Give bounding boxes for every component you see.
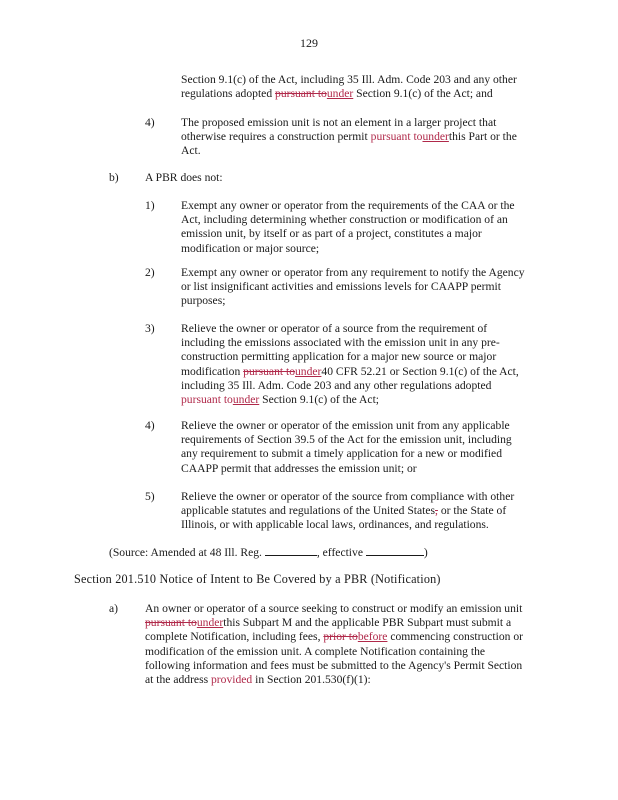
inserted-text: pursuant to (181, 393, 233, 407)
inserted-text: under (295, 364, 322, 378)
deleted-text: pursuant to (275, 87, 327, 101)
subsection-b-text: A PBR does not: (145, 171, 223, 184)
item-b1-label: 1) (145, 199, 155, 212)
subsection-b-label: b) (109, 171, 119, 184)
item-b4-text: Relieve the owner or operator of the emission unit from any applicable requirements of Section 39.5 of the Act for the emission unit, including any requirement to submit a timely application for a new or modified CAAPP permit that addresses the emission unit; or (181, 419, 512, 475)
blank-line (265, 545, 317, 556)
deleted-text: prior to (323, 630, 358, 644)
section-heading: Section 201.510 Notice of Intent to Be Covered by a PBR (Notification) (74, 572, 441, 586)
subsection-a-text: An owner or operator of a source seeking to construct or modify an emission unit pursuant tounderthis Subpart M and the applicable PBR Subpart must submit a complete Notification, including fees, prior tobefore commencing construction or modification of the emission unit. A complete Notification containing the following information and fees must be submitted to the Agency's Permit Section at the address provided in Section 201.530(f)(1): (145, 602, 523, 687)
intro-line-2: regulations adopted pursuant tounder Section 9.1(c) of the Act; and (181, 87, 493, 101)
deleted-text: pursuant to (145, 616, 197, 630)
item-4-label: 4) (145, 116, 155, 129)
item-b5-label: 5) (145, 490, 155, 503)
deleted-text: pursuant to (243, 364, 295, 378)
item-b2-label: 2) (145, 266, 155, 279)
intro-paragraph (181, 73, 517, 101)
inserted-text: under (326, 87, 354, 101)
inserted-text: before (357, 630, 388, 644)
source-note: (Source: Amended at 48 Ill. Reg. , effective ) (109, 546, 428, 559)
item-b5-text: Relieve the owner or operator of the source from compliance with other applicable statutes and regulations of the United States, or the State of Illinois, or with applicable local laws, ordinances, and regulations. (181, 490, 515, 532)
inserted-text: provided (211, 673, 253, 687)
page-number: 129 (300, 36, 318, 50)
blank-line (366, 545, 424, 556)
item-4-text: The proposed emission unit is not an element in a larger project that otherwise requires a construction permit pursuant tounderthis Part or the Act. (181, 116, 517, 158)
item-b3-text: Relieve the owner or operator of a source from the requirement of including the emissions associated with the emission unit in any pre- construction permitting application for a major new source or major modification pursuant tounder40 CFR 52.21 or Section 9.1(c) of the Act, including 35 Ill. Adm. Code 203 and any other regulations adopted pursuant tounder Section 9.1(c) of the Act; (181, 322, 519, 407)
inserted-text: under (232, 393, 260, 407)
subsection-a-label: a) (109, 602, 119, 615)
item-b4-label: 4) (145, 419, 155, 432)
inserted-text: under (196, 616, 224, 630)
item-b1-text: Exempt any owner or operator from the requirements of the CAA or the Act, including determining whether construction or modification of an emission unit, by itself or as part of a project, constitutes a major modification or major source; (181, 199, 515, 255)
intro-line-1: Section 9.1(c) of the Act, including 35 Ill. Adm. Code 203 and any other (181, 73, 517, 86)
inserted-text: pursuant to (370, 130, 423, 144)
item-b2-text: Exempt any owner or operator from any requirement to notify the Agency or list insignificant activities and emissions levels for CAAPP permit purposes; (181, 266, 525, 308)
item-b3-label: 3) (145, 322, 155, 335)
deleted-text: , (435, 504, 438, 518)
inserted-text: under (422, 130, 449, 144)
